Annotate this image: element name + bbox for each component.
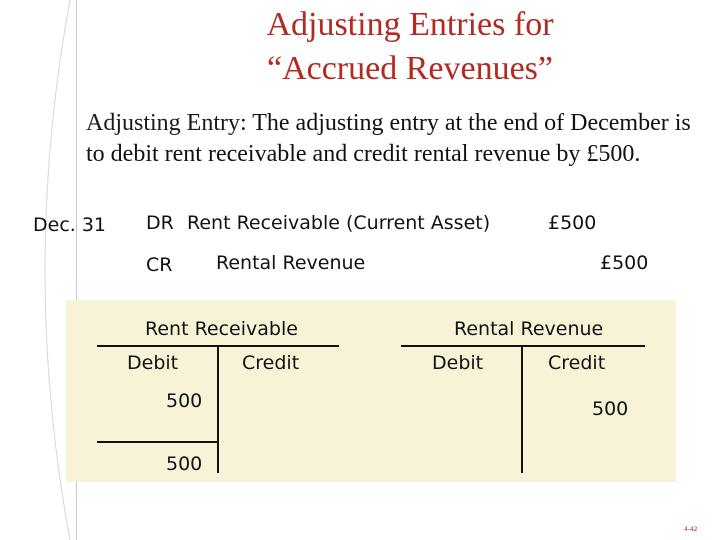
t-account-rental-revenue-debit-label: Debit: [432, 352, 484, 374]
t-account-rental-revenue-bar: [401, 345, 645, 347]
t-account-rent-receivable-total-line: [97, 441, 219, 443]
t-account-rent-receivable-credit-label: Credit: [242, 352, 300, 374]
journal-dr-account: Rent Receivable (Current Asset): [187, 212, 491, 234]
t-account-rent-receivable-stem: [217, 345, 219, 473]
slide-title-line-1: Adjusting Entries for: [266, 6, 554, 43]
intro-label: Adjusting Entry:: [86, 110, 247, 136]
slide-title-line-2: “Accrued Revenues”: [266, 50, 553, 87]
journal-cr-label: CR: [146, 254, 173, 276]
t-account-rental-revenue-credit-entry: 500: [592, 398, 629, 420]
t-account-rental-revenue-stem: [521, 345, 523, 473]
t-account-rent-receivable-title: Rent Receivable: [145, 318, 298, 340]
journal-date: Dec. 31: [33, 214, 107, 236]
journal-dr-amount: £500: [548, 212, 597, 234]
page-number: 4-42: [684, 526, 698, 533]
intro-paragraph: [86, 108, 696, 170]
t-account-rent-receivable-debit-entry: 500: [166, 390, 203, 412]
t-account-rental-revenue-title: Rental Revenue: [454, 318, 604, 340]
journal-cr-amount: £500: [600, 252, 649, 274]
intro-text: The adjusting entry at the end of December is to debit rent receivable and credit rental revenue by £500.: [86, 110, 691, 167]
journal-dr-label: DR: [146, 212, 174, 234]
journal-cr-account: Rental Revenue: [216, 252, 366, 274]
t-account-rental-revenue-credit-label: Credit: [548, 352, 606, 374]
t-account-rent-receivable-debit-balance: 500: [166, 453, 203, 475]
t-account-rent-receivable-debit-label: Debit: [127, 352, 179, 374]
